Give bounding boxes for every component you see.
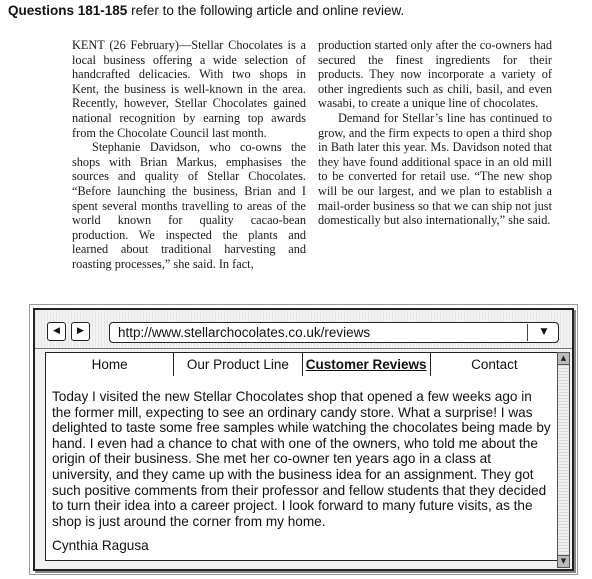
article-column-left bbox=[72, 38, 306, 272]
questions-instruction: refer to the following article and online review. bbox=[131, 3, 405, 18]
tab-our-product-line[interactable]: Our Product Line bbox=[174, 353, 302, 376]
article-paragraph: Stephanie Davidson, who co-owns the shops with Brian Markus, emphasises the sources and quality of Stellar Chocolates. “Before launching the business, Brian and I spent several months travelling to areas of the world known for quality cacao-bean production. We inspected the plants and learned about traditional harvesting and roasting processes,” she said. In fact, bbox=[72, 140, 306, 271]
url-field[interactable] bbox=[109, 322, 559, 343]
site-nav-tabs bbox=[45, 352, 559, 377]
arrow-up-icon: ▲ bbox=[560, 354, 567, 362]
tab-customer-reviews[interactable]: Customer Reviews bbox=[303, 353, 431, 376]
address-bar bbox=[35, 310, 572, 349]
article-paragraph: production started only after the co-owners had secured the finest ingredients for their products. They now incorporate a variety of other ingredients such as chili, basil, and even wasabi, to create a unique line of chocolates. bbox=[318, 38, 552, 111]
chevron-down-icon: ▼ bbox=[540, 327, 548, 337]
review-author: Cynthia Ragusa bbox=[52, 538, 149, 554]
forward-arrow-icon: ▶ bbox=[77, 326, 84, 336]
arrow-down-icon: ▼ bbox=[560, 557, 567, 565]
tab-home[interactable]: Home bbox=[46, 353, 174, 376]
tab-contact[interactable]: Contact bbox=[431, 353, 559, 376]
url-dropdown-button[interactable] bbox=[533, 323, 555, 342]
url-text: http://www.stellarchocolates.co.uk/reviews bbox=[118, 325, 371, 340]
url-divider bbox=[527, 324, 528, 341]
vertical-scrollbar[interactable] bbox=[557, 352, 570, 568]
article-paragraph: KENT (26 February)—Stellar Chocolates is a local business offering a wide selection of handcrafted delicacies. With two shops in Kent, the business is well-known in the area. Recently, however, Stellar Chocolates gained national recognition by earning top awards from the Chocolate Council last month. bbox=[72, 38, 306, 140]
back-arrow-icon: ◀ bbox=[53, 326, 60, 336]
scroll-down-button[interactable] bbox=[558, 555, 569, 567]
questions-range: Questions 181-185 bbox=[8, 3, 128, 18]
article-column-right bbox=[318, 38, 552, 272]
review-body: Today I visited the new Stellar Chocolates shop that opened a few weeks ago in the former mill, expecting to see an ordinary candy store. What a surprise! I was delighted to taste some free samples while watching the chocolates being made by hand. I even had a chance to chat with one of the owners, who told me about the origin of their business. She met her co-owner ten years ago in a class at university, and they came up with the business idea for an assignment. They got such positive comments from their professor and fellow students that they decided to turn their idea into a career project. I look forward to many future visits, as the shop is just around the corner from my home. bbox=[52, 389, 551, 529]
questions-header bbox=[8, 3, 404, 18]
article bbox=[72, 38, 552, 272]
article-paragraph: Demand for Stellar’s line has continued to grow, and the firm expects to open a third shop in Bath later this year. Ms. Davidson noted that they have found additional space in an old mill to be converted for retail use. “The new shop will be our largest, and we plan to establish a mail-order business so that we can ship not just domestically but also internationally,” she said. bbox=[318, 110, 552, 228]
scroll-up-button[interactable] bbox=[558, 353, 569, 365]
review-content bbox=[45, 376, 558, 561]
forward-button[interactable] bbox=[71, 322, 90, 341]
back-button[interactable] bbox=[47, 322, 66, 341]
browser-window bbox=[33, 308, 574, 571]
